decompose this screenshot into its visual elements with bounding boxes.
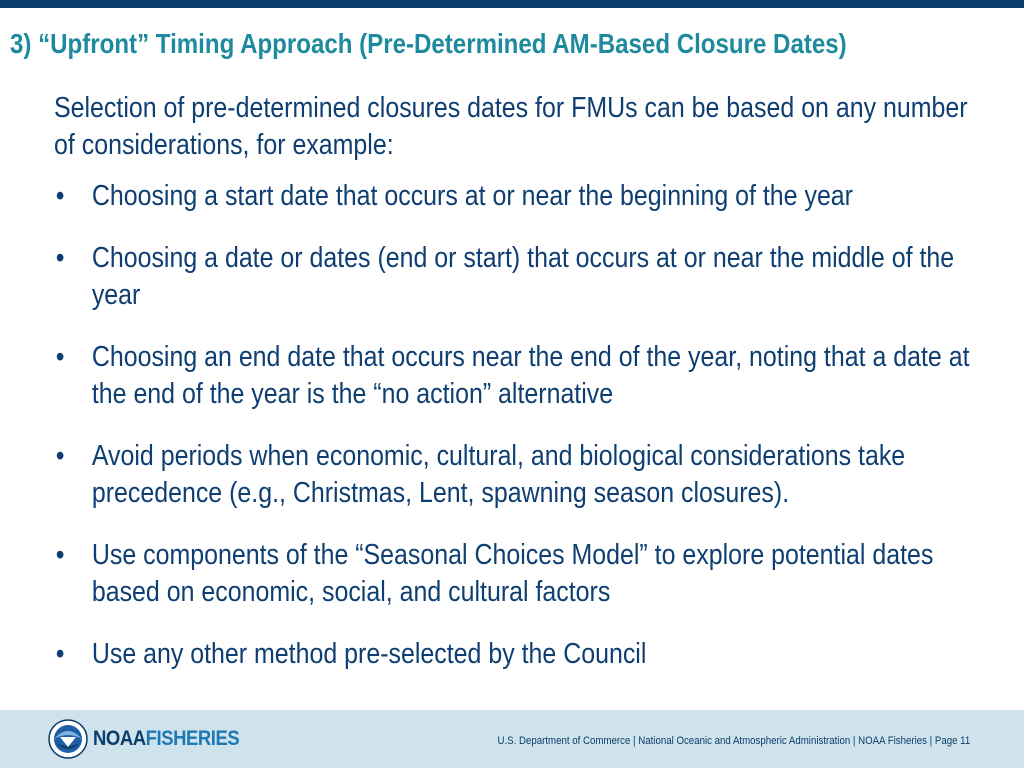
footer-bar <box>0 710 1024 768</box>
bullet-text: Choosing an end date that occurs near the end of the year, noting that a date at the end of the year is the “no action” alternative <box>91 341 970 410</box>
logo-noaa-text: NOAA <box>93 727 146 750</box>
bullet-item <box>54 636 983 673</box>
bullet-icon: • <box>55 242 65 274</box>
slide-body <box>54 90 983 698</box>
bullet-text: Avoid periods when economic, cultural, and biological considerations take precedence (e.g., Christmas, Lent, spawning season closures). <box>91 440 906 509</box>
bullet-text: Choosing a date or dates (end or start) that occurs at or near the middle of the year <box>91 242 955 311</box>
noaa-seal-icon <box>48 719 88 759</box>
bullet-item <box>54 240 983 314</box>
noaa-fisheries-logo <box>48 719 259 759</box>
slide-title: 3) “Upfront” Timing Approach (Pre-Determined AM-Based Closure Dates) <box>10 28 847 59</box>
intro-paragraph: Selection of pre-determined closures dates for FMUs can be based on any number of considerations, for example: <box>54 92 968 161</box>
logo-wordmark <box>93 727 239 751</box>
bullet-icon: • <box>55 440 65 472</box>
bullet-icon: • <box>55 180 65 212</box>
bullet-item <box>54 339 983 413</box>
bullet-icon: • <box>55 638 65 670</box>
bullet-item <box>54 178 983 215</box>
bullet-item <box>54 438 983 512</box>
bullet-item <box>54 537 983 611</box>
bullet-text: Choosing a start date that occurs at or near the beginning of the year <box>91 180 853 212</box>
logo-fisheries-text: FISHERIES <box>145 727 240 750</box>
bullet-list <box>54 178 983 673</box>
bullet-icon: • <box>55 341 65 373</box>
bullet-icon: • <box>55 539 65 571</box>
bullet-text: Use any other method pre-selected by the Council <box>91 638 647 670</box>
top-accent-bar <box>0 0 1024 8</box>
bullet-text: Use components of the “Seasonal Choices Model” to explore potential dates based on economic, social, and cultural factors <box>91 539 934 608</box>
footer-text: U.S. Department of Commerce | National Oceanic and Atmospheric Administration | NOAA Fisheries | Page 11 <box>497 735 970 747</box>
